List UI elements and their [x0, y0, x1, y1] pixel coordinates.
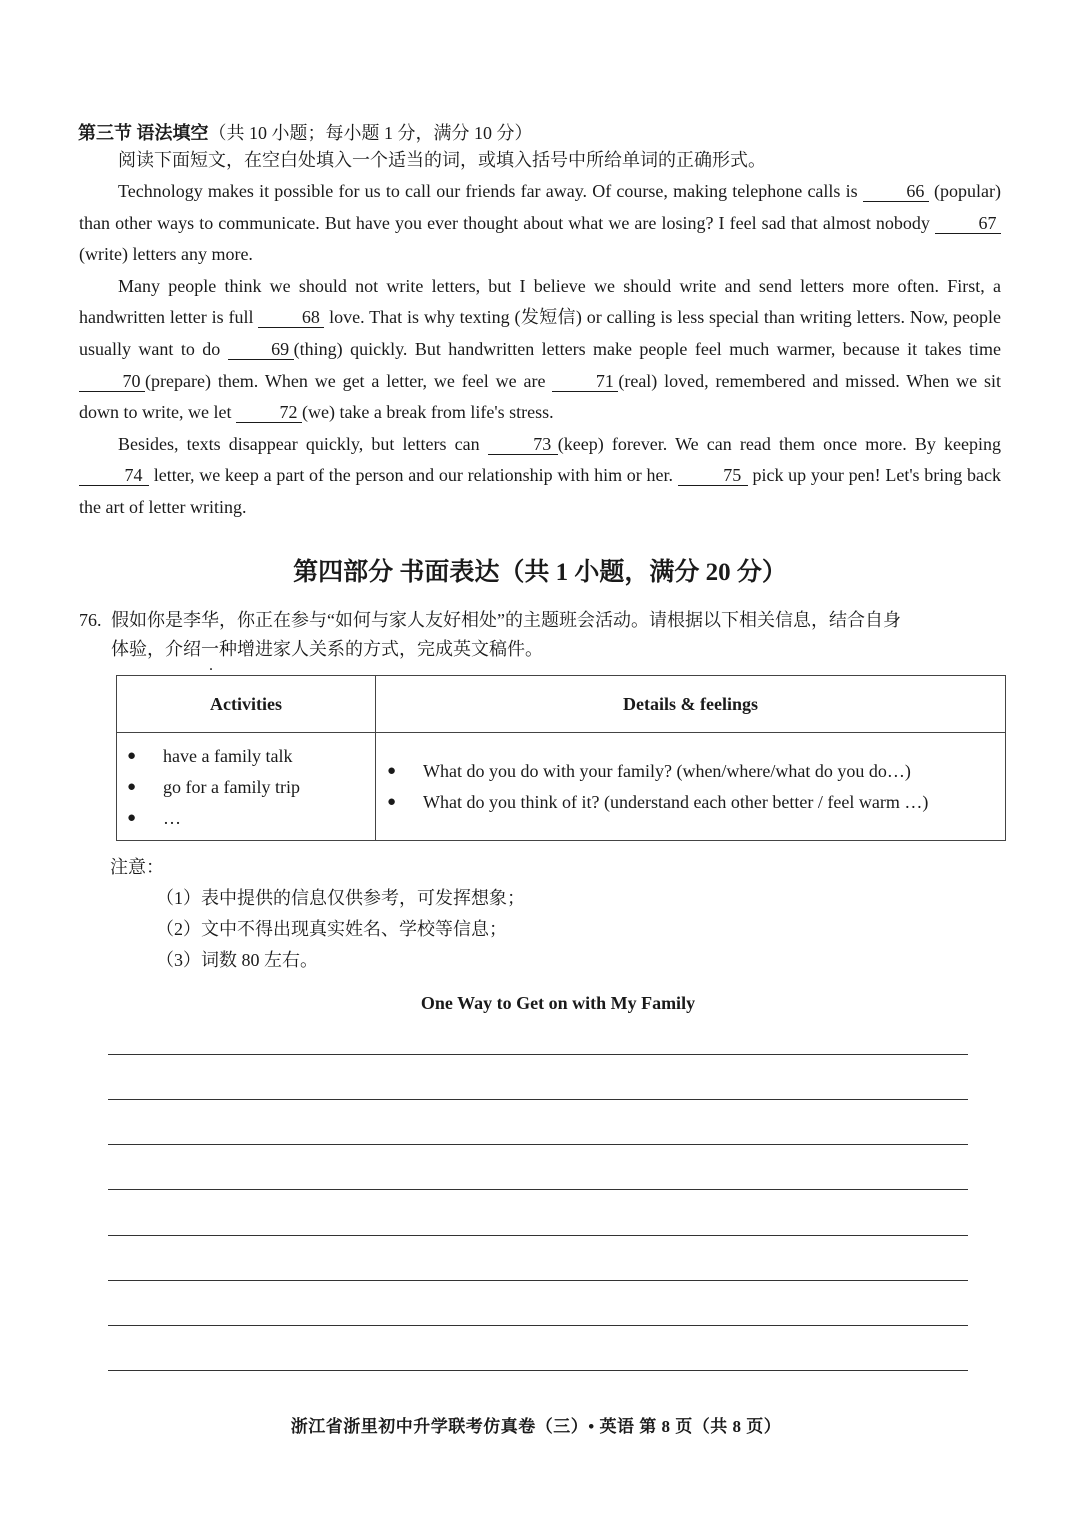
blank-75: 75 [678, 465, 748, 486]
table-header-activities: Activities [117, 676, 376, 733]
question-text: 增进家人关系的方式，完成英文稿件。 [237, 639, 543, 659]
info-table [116, 675, 1006, 841]
list-item: ● have a family talk [117, 741, 375, 772]
section-3-instruction: 阅读下面短文，在空白处填入一个适当的词，或填入括号中所给单词的正确形式。 [118, 150, 766, 170]
writing-line[interactable] [108, 1189, 968, 1190]
table-header-details: Details & feelings [376, 676, 1006, 733]
blank-74: 74 [79, 465, 149, 486]
writing-line[interactable] [108, 1054, 968, 1055]
details-cell [376, 733, 1006, 841]
note-item: （1）表中提供的信息仅供参考，可发挥想象； [156, 888, 525, 908]
details-list [377, 756, 1004, 818]
passage-text: (write) letters any more. [79, 244, 253, 265]
section-3-heading [78, 119, 533, 145]
activities-list [117, 741, 375, 834]
blank-68: 68 [258, 307, 324, 328]
passage-text: pick up your pen! Let's bring back the art of letter writing. [79, 465, 1001, 517]
question-text: 假如你是李华，你正在参与“如何与家人友好相处”的主题班会活动。请根据以下相关信息，结合自身 [111, 610, 901, 630]
passage-text: (we) take a break from life's stress. [301, 402, 554, 423]
note-item: （2）文中不得出现真实姓名、学校等信息； [156, 919, 507, 939]
passage-text: Many people think we should not write letters, but I believe we should write and send letters more often. First, a handwritten letter is full [79, 275, 1001, 328]
question-76-line-2 [79, 635, 1003, 664]
passage-text: (prepare) them. When we get a letter, we feel we are [145, 370, 553, 391]
emphasized-word: 一种 [201, 639, 237, 659]
blank-69: 69 [228, 339, 294, 360]
passage-text: Besides, texts disappear quickly, but letters can [118, 433, 488, 454]
passage-text: (real) loved, remembered and missed. When we sit down to write, we let [79, 370, 1001, 423]
part-4-title: 第四部分 书面表达（共 1 小题，满分 20 分） [293, 559, 787, 586]
blank-72: 72 [236, 402, 302, 423]
blank-73: 73 [488, 434, 558, 455]
list-item: ● go for a family trip [117, 772, 375, 803]
list-item: ● What do you do with your family? (when/where/what do you do…) [377, 756, 1004, 787]
blank-71: 71 [552, 371, 618, 392]
writing-line[interactable] [108, 1235, 968, 1236]
cloze-passage [79, 176, 1001, 524]
blank-66: 66 [863, 181, 929, 202]
question-text: 体验，介绍 [111, 639, 201, 659]
blank-70: 70 [79, 371, 145, 392]
passage-paragraph-1 [79, 176, 1001, 271]
writing-line[interactable] [108, 1325, 968, 1326]
passage-text: Technology makes it possible for us to call our friends far away. Of course, making telephone calls is [118, 181, 863, 201]
writing-line[interactable] [108, 1099, 968, 1100]
question-76 [79, 606, 1003, 664]
section-3-meta: （共 10 小题；每小题 1 分，满分 10 分） [208, 123, 533, 143]
notes-block [110, 852, 525, 976]
writing-line[interactable] [108, 1280, 968, 1281]
question-number: 76. [79, 610, 102, 630]
passage-text: (thing) quickly. But handwritten letters make people feel much warmer, because it takes time [293, 338, 1001, 359]
passage-text: (keep) forever. We can read them once more. By keeping [557, 433, 1001, 454]
notes-heading: 注意： [110, 857, 164, 877]
essay-title: One Way to Get on with My Family [420, 993, 696, 1013]
passage-text: (popular) than other ways to communicate. But have you ever thought about what we are losing? I feel sad that almost nobody [79, 181, 1001, 233]
writing-line[interactable] [108, 1370, 968, 1371]
list-item: ● … [117, 803, 375, 834]
page-footer: 浙江省浙里初中升学联考仿真卷（三）• 英语 第 8 页（共 8 页） [290, 1417, 782, 1436]
note-item: （3）词数 80 左右。 [156, 950, 318, 970]
passage-paragraph-2 [79, 271, 1001, 429]
list-item: ● What do you think of it? (understand each other better / feel warm …) [377, 787, 1004, 818]
blank-67: 67 [935, 213, 1001, 234]
question-76-line-1 [79, 606, 1003, 635]
passage-text: love. That is why texting (发短信) or calling is less special than writing letters. Now, people usually want to do [79, 307, 1002, 359]
writing-line[interactable] [108, 1144, 968, 1145]
activities-cell [117, 733, 376, 841]
passage-text: letter, we keep a part of the person and our relationship with him or her. [149, 465, 678, 486]
section-3-title: 第三节 语法填空 [78, 123, 209, 143]
passage-paragraph-3 [79, 429, 1001, 524]
